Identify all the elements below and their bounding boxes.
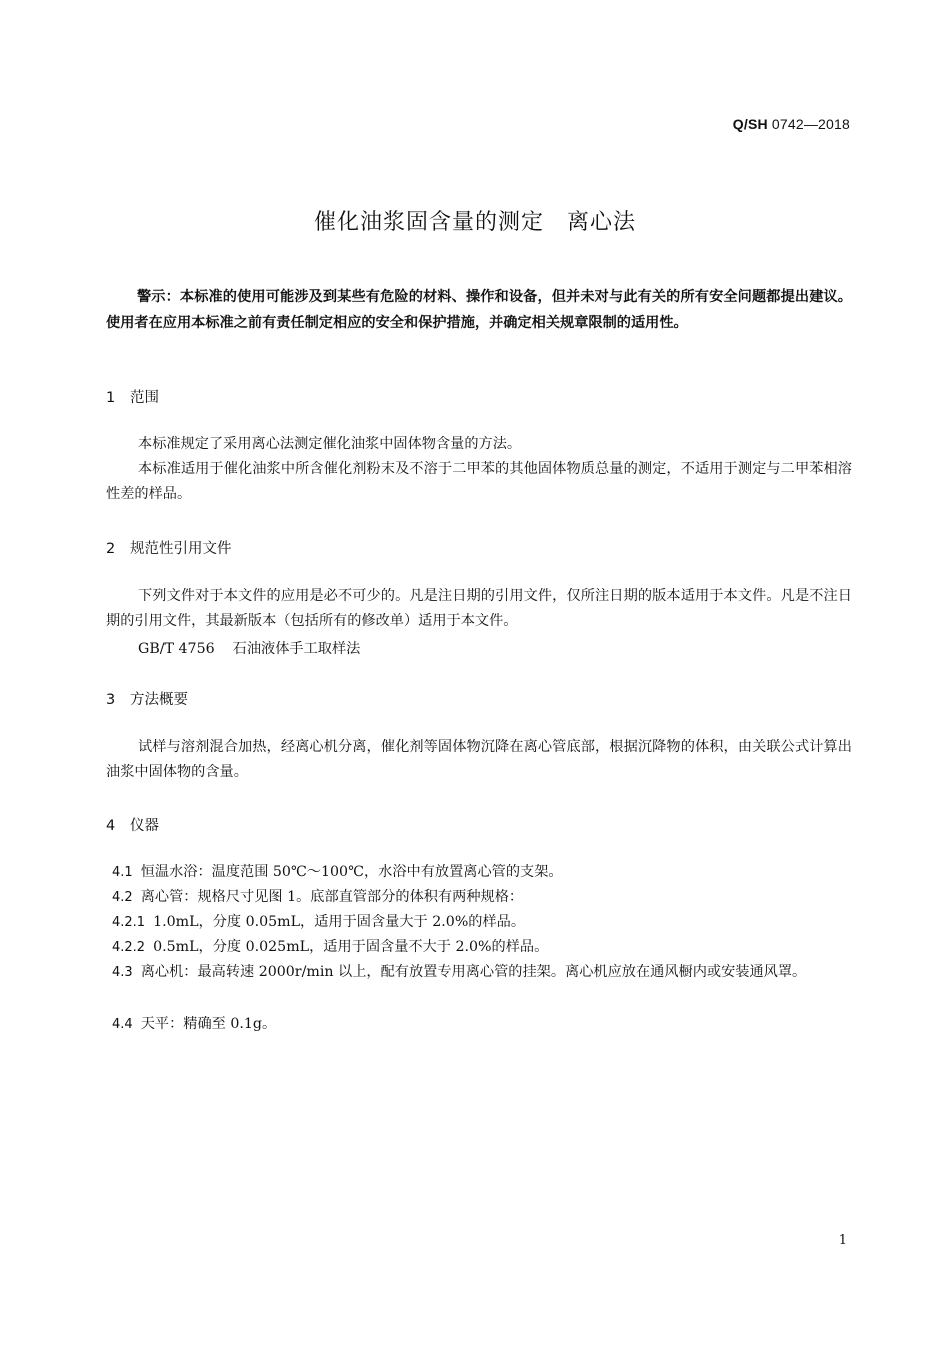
method-paragraph: 试样与溶剂混合加热，经离心机分离，催化剂等固体物沉降在离心管底部，根据沉降物的体积，由关联公式计算出油浆中固体物的含量。 [106,739,852,780]
scope-paragraph: 本标准规定了采用离心法测定催化油浆中固体物含量的方法。 [138,436,522,452]
clause-4-2-1 [112,910,852,935]
section-heading-references [106,537,232,558]
clause-text: 天平：精确至 0.1g。 [140,1016,277,1032]
section-number: 1 [106,390,116,406]
clause-4-2 [112,885,852,910]
clause-text: 恒温水浴：温度范围 50℃～100℃，水浴中有放置离心管的支架。 [140,864,563,880]
section-title: 规范性引用文件 [130,541,232,557]
section-title: 方法概要 [130,692,188,708]
clause-4-1 [112,860,852,885]
clause-number: 4.2.2 [112,940,146,955]
section-number: 3 [106,692,116,708]
section-heading-apparatus [106,814,159,835]
document-title: 催化油浆固含量的测定 离心法 [313,210,636,235]
clause-4-4 [112,1012,852,1037]
clause-number: 4.1 [112,865,133,880]
clause-number: 4.2 [112,890,133,905]
section-number: 2 [106,541,116,557]
references-body [106,584,852,634]
section-heading-scope [106,386,159,407]
standard-number: 0742—2018 [771,116,850,132]
clause-text: 0.5mL，分度 0.025mL，适用于固含量不大于 2.0%的样品。 [153,939,549,955]
references-paragraph: 下列文件对于本文件的应用是必不可少的。凡是注日期的引用文件，仅所注日期的版本适用于本文件。凡是不注日期的引用文件，其最新版本（包括所有的修改单）适用于本文件。 [106,588,852,629]
page-number: 1 [838,1233,847,1248]
clause-text: 离心机：最高转速 2000r/min 以上，配有放置专用离心管的挂架。离心机应放在通风橱内或安装通风罩。 [140,964,807,980]
clause-number: 4.2.1 [112,915,146,930]
method-body [106,735,852,785]
section-number: 4 [106,818,116,834]
clause-text: 1.0mL，分度 0.05mL，适用于固含量大于 2.0%的样品。 [153,914,526,930]
clause-number: 4.3 [112,965,133,980]
section-title: 仪器 [130,818,159,834]
warning-notice: 警示：本标准的使用可能涉及到某些有危险的材料、操作和设备，但并未对与此有关的所有安全问题都提出建议。使用者在应用本标准之前有责任制定相应的安全和保护措施，并确定相关规章限制的适用性。 [106,289,852,331]
reference-code: GB/T 4756 [138,641,215,657]
clause-4-3 [112,960,852,985]
standard-prefix: Q/SH [732,116,768,132]
clause-text: 离心管：规格尺寸见图 1。底部直管部分的体积有两种规格： [140,889,524,905]
reference-title: 石油液体手工取样法 [232,641,361,657]
scope-body [106,432,852,507]
scope-paragraph: 本标准适用于催化油浆中所含催化剂粉末及不溶于二甲苯的其他固体物质总量的测定，不适用于测定与二甲苯相溶性差的样品。 [106,461,852,502]
section-heading-method [106,688,188,709]
clause-number: 4.4 [112,1017,133,1032]
section-title: 范围 [130,390,159,406]
clause-4-2-2 [112,935,852,960]
referenced-document [138,638,360,658]
standard-code [733,116,850,132]
